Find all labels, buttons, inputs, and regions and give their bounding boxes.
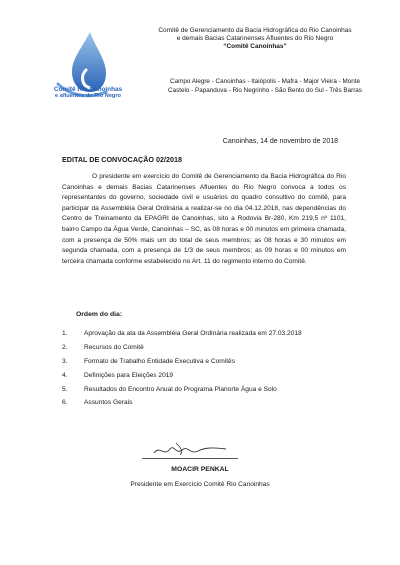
agenda-item-text: Aprovação da ata da Assembléia Geral Ordinária realizada em 27.03.2018	[84, 330, 302, 337]
logo-line-2: e afluentes do Rio Negro	[55, 93, 121, 99]
agenda-item-number: 5.	[62, 385, 68, 393]
agenda-item-number: 4.	[62, 371, 68, 379]
agenda-item-text: Assuntos Gerais	[84, 399, 133, 407]
towns-line-1: Campo Alegre - Canoinhas - Itaiópolis - Mafra - Major Vieira - Monte	[170, 78, 360, 85]
document-date: Canoinhas, 14 de novembro de 2018	[222, 138, 338, 145]
document-title: EDITAL DE CONVOCAÇÃO 02/2018	[62, 155, 182, 164]
organization-header	[120, 27, 390, 51]
towns-line-2: Castelo - Papanduva - Rio Negrinho - São Bento do Sul - Três Barras	[168, 86, 362, 94]
signer-role: Presidente em Exercício Comitê Rio Canoinhas	[130, 481, 270, 488]
agenda-item-number: 3.	[62, 357, 68, 365]
member-towns	[140, 78, 390, 95]
agenda-item-number: 2.	[62, 343, 68, 351]
agenda-item-number: 1.	[62, 330, 68, 337]
agenda-item	[62, 344, 352, 358]
body-paragraph: O presidente em exercício do Comitê de Gerenciamento da Bacia Hidrográfica do Rio Canoinhas e demais Bacias Catarinenses Afluentes do Rio Negro convoca a todos os representantes do governo, sociedade civil e usuários do quadro consultivo do comitê, para participar da Assembléia Geral Ordinária a realizar-se no dia 04.12.2018, nas dependências do Centro de Treinamento da EPAGRI de Canoinhas, sito a Rodovia Br-280, Km 219,5 nº 1101, bairro Campo da Água Verde, Canoinhas – SC, as 08 horas e 00 minutos em primeira chamada, com a presença de 50% mais um do total de seus membros; as 08 horas e 30 minutos em segunda chamada, com a presença de 1/3 de seus membros; as 09 horas e 00 minutos em terceira chamada conforme estabelecido no Art. 11 do regimento interno do Comitê.	[62, 173, 346, 265]
logo-line-1: Comitê Rio Canoinhas	[53, 86, 123, 93]
agenda-item-text: Definições para Eleições 2019	[84, 371, 174, 379]
logo-text	[40, 86, 136, 99]
agenda-item-number: 6.	[62, 399, 68, 407]
agenda-item-text: Formato de Trabalho Entidade Executiva e Comitês	[84, 357, 236, 365]
org-line-2: e demais Bacias Catarinenses Afluentes do Rio Negro	[176, 35, 334, 42]
agenda-title: Ordem do dia:	[76, 311, 123, 318]
agenda-item	[62, 386, 352, 400]
agenda-item	[62, 399, 352, 413]
org-short-name: “Comitê Canoinhas”	[223, 43, 287, 50]
agenda-list	[62, 330, 352, 413]
agenda-item	[62, 372, 352, 386]
agenda-item	[62, 330, 352, 344]
signer-name: MOACIR PENKAL	[171, 466, 229, 473]
signature-line	[142, 458, 238, 459]
agenda-item	[62, 358, 352, 372]
agenda-item-text: Recursos do Comitê	[84, 343, 144, 351]
org-line-1: Comitê de Gerenciamento da Bacia Hidrográfica do Rio Canoinhas	[158, 27, 352, 34]
agenda-item-text: Resultados do Encontro Anual do Programa Planorte Água e Solo	[84, 385, 277, 393]
